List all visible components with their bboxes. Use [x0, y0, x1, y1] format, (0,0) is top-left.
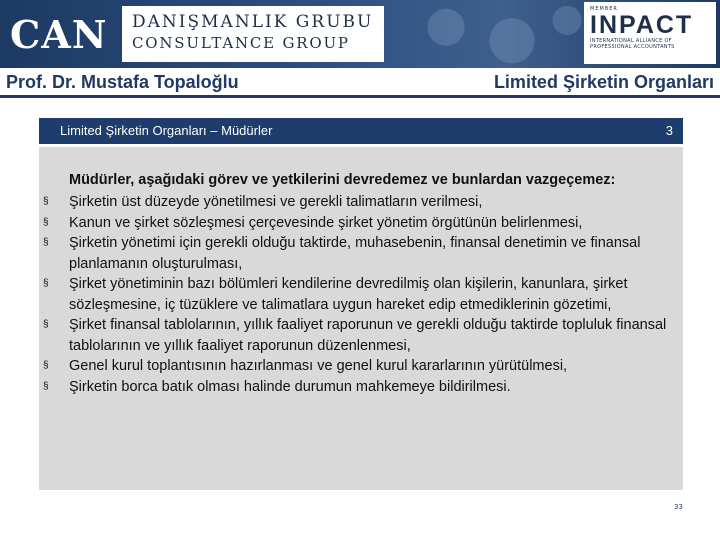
list-item-text: Şirketin yönetimi için gerekli olduğu taktirde, muhasebenin, finansal denetimin ve finansal planlamanın oluşturulması,: [69, 235, 641, 272]
author-name: Prof. Dr. Mustafa Topaloğlu: [6, 72, 239, 92]
list-item-text: Şirket yönetiminin bazı bölümleri kendilerine devredilmiş olan kişilerin, kanunlara, şirket sözleşmesine, iç tüzüklere ve talimatlara uygun hareket edip etmediklerinin gözetimi,: [69, 276, 628, 313]
list-item: [39, 315, 683, 356]
bullet-icon: §: [43, 216, 49, 228]
title-divider: [0, 95, 720, 98]
list-item-text: Şirket finansal tablolarının, yıllık faaliyet raporunun ve gerekli olduğu taktirde topluluk finansal tablolarının ve yıllık faaliyet raporunun düzenlenmesi,: [69, 317, 667, 354]
inpact-name: INPACT: [590, 11, 694, 39]
section-number: 3: [665, 123, 673, 138]
bullet-icon: §: [43, 319, 49, 330]
header-banner: [0, 0, 720, 68]
section-title: Limited Şirketin Organları – Müdürler: [60, 123, 273, 138]
list-item: [39, 213, 683, 234]
list-item-text: Şirketin borca batık olması halinde durumun mahkemeye bildirilmesi.: [69, 378, 511, 395]
list-item: [39, 356, 683, 377]
consultance-group-logo: [122, 6, 384, 62]
inpact-logo: [584, 2, 716, 64]
list-item: [39, 274, 683, 315]
list-item-text: Şirketin üst düzeyde yönetilmesi ve gerekli talimatların verilmesi,: [69, 194, 483, 210]
bullet-icon: §: [43, 278, 49, 289]
topic-title: Limited Şirketin Organları: [493, 72, 714, 92]
list-item: [39, 192, 683, 213]
page-number: 33: [674, 503, 683, 511]
world-map-background: [380, 0, 600, 68]
section-header: [39, 118, 683, 144]
inpact-subtitle-1: INTERNATIONAL ALLIANCE OF: [590, 38, 672, 44]
can-logo: CAN: [10, 12, 108, 57]
bullet-icon: §: [43, 237, 49, 248]
list-item-text: Kanun ve şirket sözleşmesi çerçevesinde şirket yönetim örgütünün belirlenmesi,: [69, 214, 583, 231]
list-item-text: Genel kurul toplantısının hazırlanması ve genel kurul kararlarının yürütülmesi,: [69, 358, 568, 374]
inpact-member-label: MEMBER: [590, 6, 618, 12]
list-item: [39, 233, 683, 274]
list-item: [39, 377, 683, 398]
bullet-icon: §: [43, 196, 49, 207]
inpact-subtitle-2: PROFESSIONAL ACCOUNTANTS: [590, 44, 675, 50]
bullet-icon: §: [43, 360, 49, 371]
content-panel: [39, 147, 683, 490]
bullet-icon: §: [43, 380, 49, 392]
intro-text: Müdürler, aşağıdaki görev ve yetkilerini devredemez ve bunlardan vazgeçemez:: [69, 172, 616, 188]
duties-list: [39, 192, 683, 397]
group-name-tr: DANIŞMANLIK GRUBU: [132, 12, 374, 32]
group-name-en: CONSULTANCE GROUP: [132, 34, 350, 52]
